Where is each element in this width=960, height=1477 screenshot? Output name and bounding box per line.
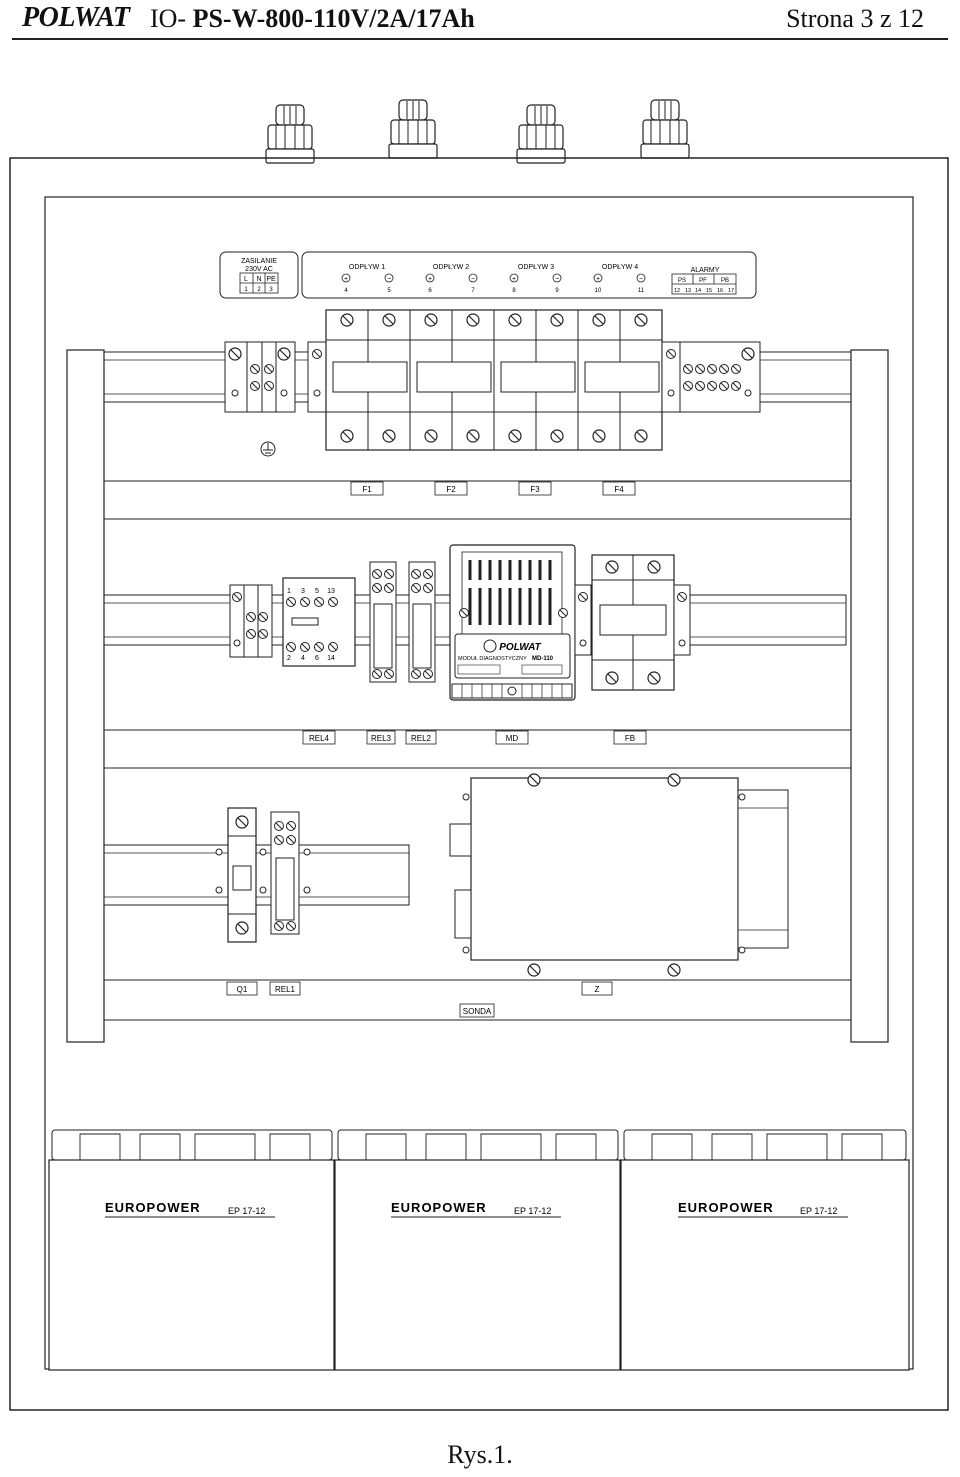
page-number: Strona 3 z 12 (786, 4, 924, 33)
supply-col-L: L (244, 276, 248, 283)
label-fb (614, 731, 646, 744)
battery-brand: EUROPOWER (678, 1200, 774, 1215)
fuse-label-F4 (603, 482, 635, 495)
output-num: 6 (428, 288, 432, 294)
output-terminals (680, 342, 760, 412)
output-label: ODPŁYW 4 (601, 264, 639, 271)
side-rail-left (67, 350, 104, 1042)
svg-text:F3: F3 (530, 485, 540, 494)
battery-brand: EUROPOWER (105, 1200, 201, 1215)
end-clamp (575, 585, 591, 655)
svg-text:Q1: Q1 (236, 985, 248, 994)
side-rail-right (851, 350, 888, 1042)
label-sonda (460, 1004, 494, 1017)
label-rel2 (406, 731, 436, 744)
svg-text:FB: FB (624, 734, 636, 743)
brand-logo: POLWAT (22, 2, 130, 33)
battery-model: EP 17-12 (800, 1206, 838, 1216)
earth-icon (261, 442, 275, 456)
alarm-num: 16 (716, 288, 724, 294)
terminal-block-small (230, 585, 272, 657)
cable-gland (266, 105, 314, 163)
alarm-col: PB (720, 278, 730, 284)
supply-terminals (225, 342, 295, 412)
svg-text:1: 1 (287, 588, 291, 595)
power-supply-z (450, 774, 788, 976)
output-num: 11 (637, 288, 645, 294)
contactor-rel4 (283, 578, 355, 666)
label-band (104, 730, 851, 768)
label-md (496, 731, 528, 744)
svg-text:+: + (595, 276, 601, 283)
supply-col-PE: PE (266, 276, 276, 283)
alarm-num: 17 (727, 288, 735, 294)
svg-text:REL2: REL2 (410, 734, 432, 743)
alarm-title: ALARMY (690, 267, 720, 274)
svg-text:6: 6 (315, 655, 319, 662)
supply-num: 3 (269, 287, 273, 293)
svg-text:−: − (554, 276, 560, 283)
svg-text:−: − (638, 276, 644, 283)
svg-text:+: + (427, 276, 433, 283)
svg-text:14: 14 (327, 655, 335, 662)
svg-text:MD: MD (505, 734, 519, 743)
alarm-col: PF (699, 278, 707, 284)
battery-2 (335, 1130, 620, 1370)
relay-rel2 (409, 562, 435, 682)
svg-text:+: + (343, 276, 349, 283)
svg-text:2: 2 (287, 655, 291, 662)
diagnostic-module-md (450, 545, 575, 700)
supply-voltage: 230V AC (245, 266, 273, 273)
svg-text:REL4: REL4 (308, 734, 330, 743)
doc-prefix: IO- (150, 4, 187, 33)
figure-caption: Rys.1. (447, 1440, 513, 1469)
end-clamp (674, 585, 690, 655)
label-rel1 (270, 982, 300, 995)
module-caption: MODUŁ DIAGNOSTYCZNY (458, 656, 527, 662)
relay-rel3 (370, 562, 396, 682)
output-label: ODPŁYW 3 (517, 264, 555, 271)
alarm-num: 12 (673, 288, 681, 294)
fuse-label-F2 (435, 482, 467, 495)
fuse-label-F1 (351, 482, 383, 495)
output-num: 10 (594, 288, 602, 294)
battery-brand: EUROPOWER (391, 1200, 487, 1215)
label-rel3 (367, 731, 395, 744)
battery-model: EP 17-12 (514, 1206, 552, 1216)
battery-3 (621, 1130, 909, 1370)
output-num: 9 (555, 288, 559, 294)
svg-text:5: 5 (315, 588, 319, 595)
svg-text:F4: F4 (614, 485, 624, 494)
module-model: MD-110 (532, 656, 554, 662)
end-clamp (662, 342, 680, 412)
svg-text:F1: F1 (362, 485, 372, 494)
svg-text:13: 13 (327, 588, 335, 595)
cable-gland (517, 105, 565, 163)
supply-title: ZASILANIE (241, 258, 277, 265)
svg-text:−: − (386, 276, 392, 283)
doc-code: PS-W-800-110V/2A/17Ah (192, 4, 475, 33)
label-z (582, 982, 612, 995)
battery-model: EP 17-12 (228, 1206, 266, 1216)
cable-gland (389, 100, 437, 158)
supply-num: 1 (244, 287, 248, 293)
label-rel4 (303, 731, 335, 744)
terminal-description-strip (220, 252, 756, 298)
label-band (104, 481, 851, 519)
output-num: 5 (387, 288, 391, 294)
svg-text:F2: F2 (446, 485, 456, 494)
supply-num: 2 (257, 287, 261, 293)
svg-text:4: 4 (301, 655, 305, 662)
battery-1 (49, 1130, 334, 1370)
svg-text:REL3: REL3 (370, 734, 392, 743)
breaker-q1 (216, 808, 256, 942)
fuse-label-F3 (519, 482, 551, 495)
output-num: 8 (512, 288, 516, 294)
svg-text:SONDA: SONDA (462, 1007, 492, 1016)
relay-rel1 (260, 812, 310, 934)
alarm-num: 13 (684, 288, 692, 294)
end-clamp (308, 342, 326, 412)
breaker-fb (592, 555, 674, 690)
svg-text:REL1: REL1 (274, 985, 296, 994)
fuse-holders (326, 310, 662, 450)
output-label: ODPŁYW 2 (432, 264, 470, 271)
output-num: 4 (344, 288, 348, 294)
output-num: 7 (471, 288, 475, 294)
svg-text:Z: Z (594, 985, 600, 994)
alarm-num: 14 (694, 288, 702, 294)
module-brand: POLWAT (499, 642, 541, 653)
supply-col-N: N (256, 276, 262, 283)
alarm-num: 15 (705, 288, 713, 294)
cable-gland (641, 100, 689, 158)
svg-text:+: + (511, 276, 517, 283)
alarm-col: PS (677, 278, 687, 284)
svg-text:3: 3 (301, 588, 305, 595)
svg-text:−: − (470, 276, 476, 283)
label-q1 (227, 982, 257, 995)
output-label: ODPŁYW 1 (348, 264, 386, 271)
